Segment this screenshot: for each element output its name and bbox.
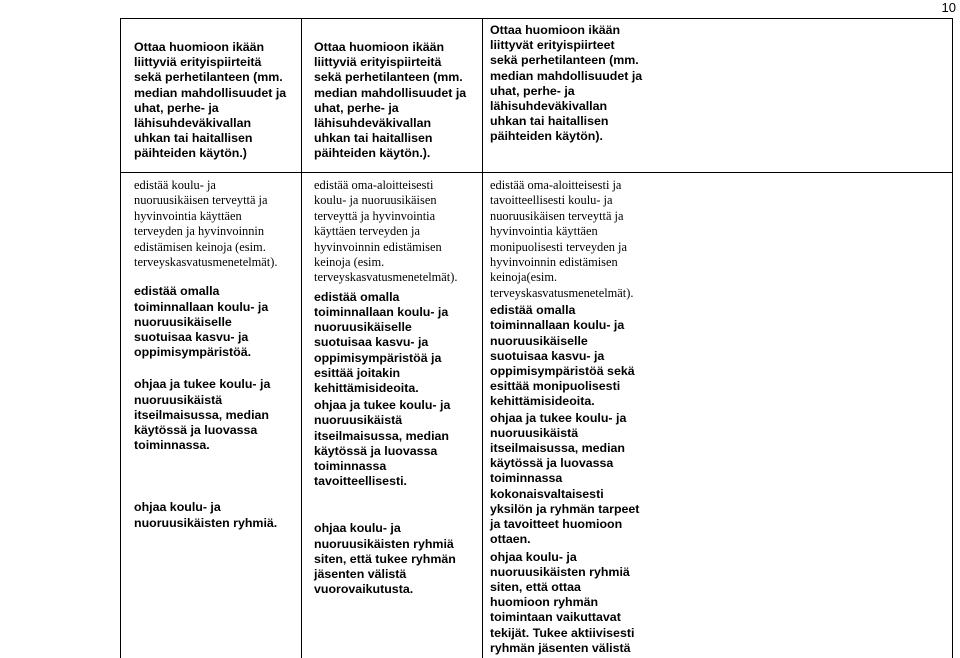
body-cell-1-p1: edistää koulu- ja nuoruusikäisen terveyttä ja hyvinvointia käyttäen terveyden ja hyvinvoinnin edistämisen keinoja (esim. terveyskasvatusmenetelmät). [134,178,278,270]
criteria-table [0,18,960,658]
body-cell-3 [490,178,655,656]
header-cell-3 [490,23,655,145]
body-cell-1-p2: edistää omalla toiminnallaan koulu- ja nuoruusikäiselle suotuisaa kasvu- ja oppimisympäristöä. [134,284,269,360]
body-cell-2 [314,178,479,598]
body-cell-1-p3: ohjaa ja tukee koulu- ja nuoruusikäistä itseilmaisussa, median käytössä ja luovassa toiminnassa. [134,377,271,453]
table-left-border [120,18,121,658]
body-cell-2-p1: edistää oma-aloitteisesti koulu- ja nuoruusikäisen terveyttä ja hyvinvointia käyttäen terveyden ja hyvinvoinnin edistämisen keinoja (esim. terveyskasvatusmenetelmät). [314,178,458,285]
body-cell-1 [134,178,299,531]
body-cell-1-p4: ohjaa koulu- ja nuoruusikäisten ryhmiä. [134,500,278,530]
header-cell-1 [134,40,299,162]
column-divider-2 [482,18,483,658]
body-cell-3-p2: edistää omalla toiminnallaan koulu- ja nuoruusikäiselle suotuisaa kasvu- ja oppimisympäristöä sekä esittää monipuolisesti kehittämisideoita. [490,303,635,409]
header-cell-1-text: Ottaa huomioon ikään liittyviä erityispiirteitä sekä perhetilanteen (mm. median mahdollisuudet ja uhat, perhe- ja lähisuhdeväkivallan uhkan tai haitallisen päihteiden käytön.) [134,40,287,161]
header-cell-3-text: Ottaa huomioon ikään liittyvät erityispiirteet sekä perhetilanteen (mm. median mahdollisuudet ja uhat, perhe- ja lähisuhdeväkivallan uhkan tai haitallisen päihteiden käytön). [490,23,643,144]
body-cell-3-p4: ohjaa koulu- ja nuoruusikäisten ryhmiä siten, että ottaa huomioon ryhmän toimintaan vaikuttavat tekijät. Tukee aktiivisesti ryhmän jäsenten välistä [490,549,635,655]
body-cell-2-p2: edistää omalla toiminnallaan koulu- ja nuoruusikäiselle suotuisaa kasvu- ja oppimisympäristöä ja esittää joitakin kehittämisideoita. [314,289,449,396]
body-cell-2-p4: ohjaa koulu- ja nuoruusikäisten ryhmiä siten, että tukee ryhmän jäsenten välistä vuorovaikutusta. [314,521,456,597]
page-number: 10 [941,0,956,15]
table-right-border [952,18,953,658]
row-divider [120,172,953,173]
header-cell-2-text: Ottaa huomioon ikään liittyviä erityispiirteitä sekä perhetilanteen (mm. median mahdollisuudet ja uhat, perhe- ja lähisuhdeväkivallan uhkan tai haitallisen päihteiden käytön.). [314,40,467,161]
column-divider-1 [301,18,302,658]
body-cell-2-p3: ohjaa ja tukee koulu- ja nuoruusikäistä itseilmaisussa, median käytössä ja luovassa toiminnassa tavoitteellisesti. [314,398,451,489]
header-cell-2 [314,40,479,162]
body-cell-3-p3: ohjaa ja tukee koulu- ja nuoruusikäistä itseilmaisussa, median käytössä ja luovassa toiminnassa kokonaisvaltaisesti yksilön ja ryhmän tarpeet ja tavoitteet huomioon ottaen. [490,410,640,547]
body-cell-3-p1: edistää oma-aloitteisesti ja tavoitteellisesti koulu- ja nuoruusikäisen terveyttä ja hyvinvointia käyttäen monipuolisesti terveyden ja hyvinvoinnin edistämisen keinoja(esim. terveyskasvatusmenetelmät). [490,178,634,300]
table-top-border [120,18,953,19]
